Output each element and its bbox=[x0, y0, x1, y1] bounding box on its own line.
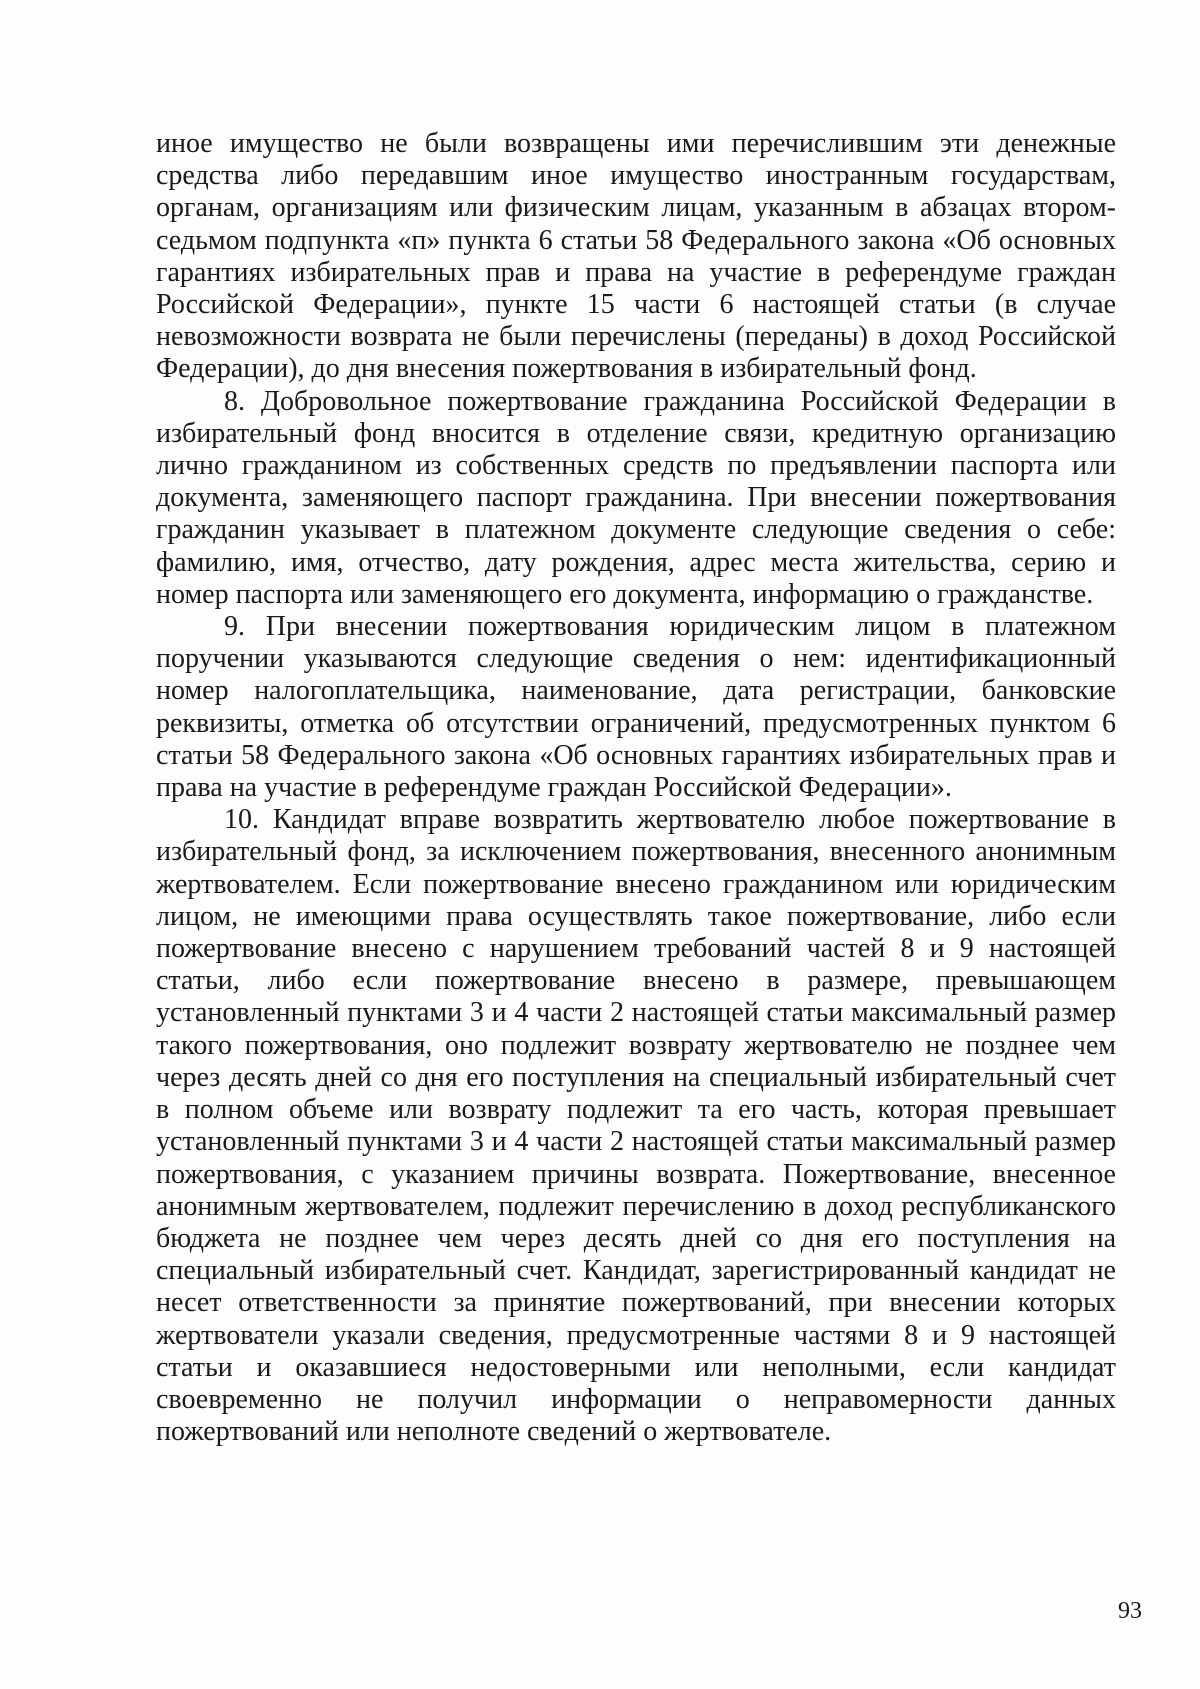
paragraph-9: 9. При внесении пожертвования юридическим лицом в платежном поручении указываются следующие сведения о нем: идентификационный номер налогоплательщика, наименование, дата регистрации, банковские реквизиты, отметка об отсутствии ограничений, предусмотренных пунктом 6 статьи 58 Федерального закона «Об основных гарантиях избирательных прав и права на участие в референдуме граждан Российской Федерации». bbox=[156, 611, 1116, 804]
page-number: 93 bbox=[1118, 1598, 1142, 1624]
paragraph-10: 10. Кандидат вправе возвратить жертвователю любое пожертвование в избирательный фонд, за исключением пожертвования, внесенного анонимным жертвователем. Если пожертвование внесено гражданином или юридическим лицом, не имеющими права осуществлять такое пожертвование, либо если пожертвование внесено с нарушением требований частей 8 и 9 настоящей статьи, либо если пожертвование внесено в размере, превышающем установленный пунктами 3 и 4 части 2 настоящей статьи максимальный размер такого пожертвования, оно подлежит возврату жертвователю не позднее чем через десять дней со дня его поступления на специальный избирательный счет в полном объеме или возврату подлежит та его часть, которая превышает установленный пунктами 3 и 4 части 2 настоящей статьи максимальный размер пожертвования, с указанием причины возврата. Пожертвование, внесенное анонимным жертвователем, подлежит перечислению в доход республиканского бюджета не позднее чем через десять дней со дня его поступления на специальный избирательный счет. Кандидат, зарегистрированный кандидат не несет ответственности за принятие пожертвований, при внесении которых жертвователи указали сведения, предусмотренные частями 8 и 9 настоящей статьи и оказавшиеся недостоверными или неполными, если кандидат своевременно не получил информации о неправомерности данных пожертвований или неполноте сведений о жертвователе. bbox=[156, 804, 1116, 1448]
paragraph-continuation: иное имущество не были возвращены ими перечислившим эти денежные средства либо передавшим иное имущество иностранным государствам, органам, организациям или физическим лицам, указанным в абзацах втором-седьмом подпункта «п» пункта 6 статьи 58 Федерального закона «Об основных гарантиях избирательных прав и права на участие в референдуме граждан Российской Федерации», пункте 15 части 6 настоящей статьи (в случае невозможности возврата не были перечислены (переданы) в доход Российской Федерации), до дня внесения пожертвования в избирательный фонд. bbox=[156, 128, 1116, 385]
paragraph-8: 8. Добровольное пожертвование гражданина Российской Федерации в избирательный фонд вносится в отделение связи, кредитную организацию лично гражданином из собственных средств по предъявлении паспорта или документа, заменяющего паспорт гражданина. При внесении пожертвования гражданин указывает в платежном документе следующие сведения о себе: фамилию, имя, отчество, дату рождения, адрес места жительства, серию и номер паспорта или заменяющего его документа, информацию о гражданстве. bbox=[156, 385, 1116, 610]
document-body bbox=[156, 128, 1116, 1448]
